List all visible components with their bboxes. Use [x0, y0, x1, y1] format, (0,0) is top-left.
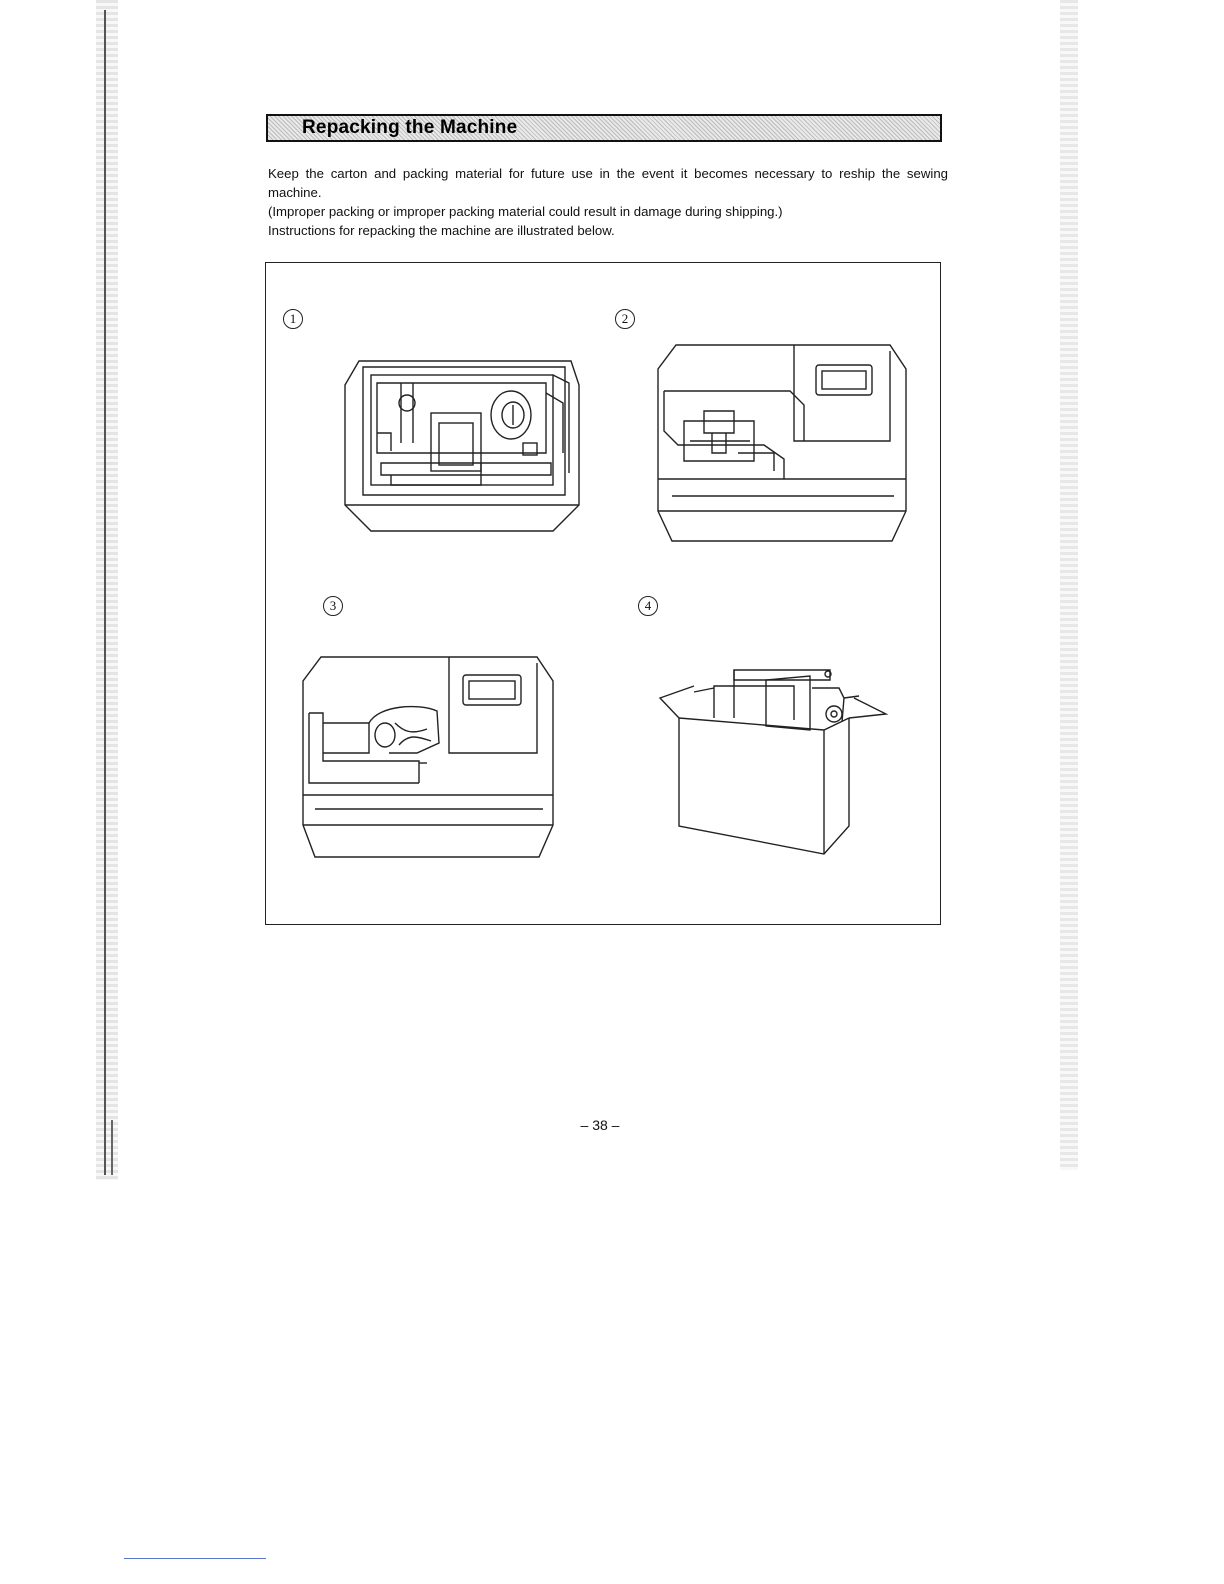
- scan-line: [104, 10, 106, 1175]
- footer-rule: [124, 1558, 266, 1559]
- scan-edge-left: [96, 0, 118, 1180]
- paragraph: (Improper packing or improper packing material could result in damage during shipping.): [268, 204, 783, 219]
- instructions-text: [268, 164, 948, 240]
- step-number-3: 3: [323, 596, 343, 616]
- page-number: – 38 –: [580, 1117, 620, 1133]
- foam-cover-with-foot-controller-illustration: [299, 653, 559, 863]
- step-number-1: 1: [283, 309, 303, 329]
- foam-cover-with-accessory-box-illustration: [654, 341, 914, 546]
- paragraph: Instructions for repacking the machine are illustrated below.: [268, 223, 615, 238]
- scan-edge-right: [1060, 0, 1078, 1170]
- paragraph: Keep the carton and packing material for future use in the event it becomes necessary to reship the sewing machine.: [268, 166, 948, 200]
- packing-into-carton-illustration: [654, 658, 894, 863]
- scan-line: [111, 1120, 113, 1175]
- illustration-frame: [265, 262, 941, 925]
- machine-in-foam-tray-illustration: [341, 353, 581, 538]
- section-title: Repacking the Machine: [302, 117, 518, 138]
- step-number-4: 4: [638, 596, 658, 616]
- step-number-2: 2: [615, 309, 635, 329]
- section-header: [266, 114, 942, 142]
